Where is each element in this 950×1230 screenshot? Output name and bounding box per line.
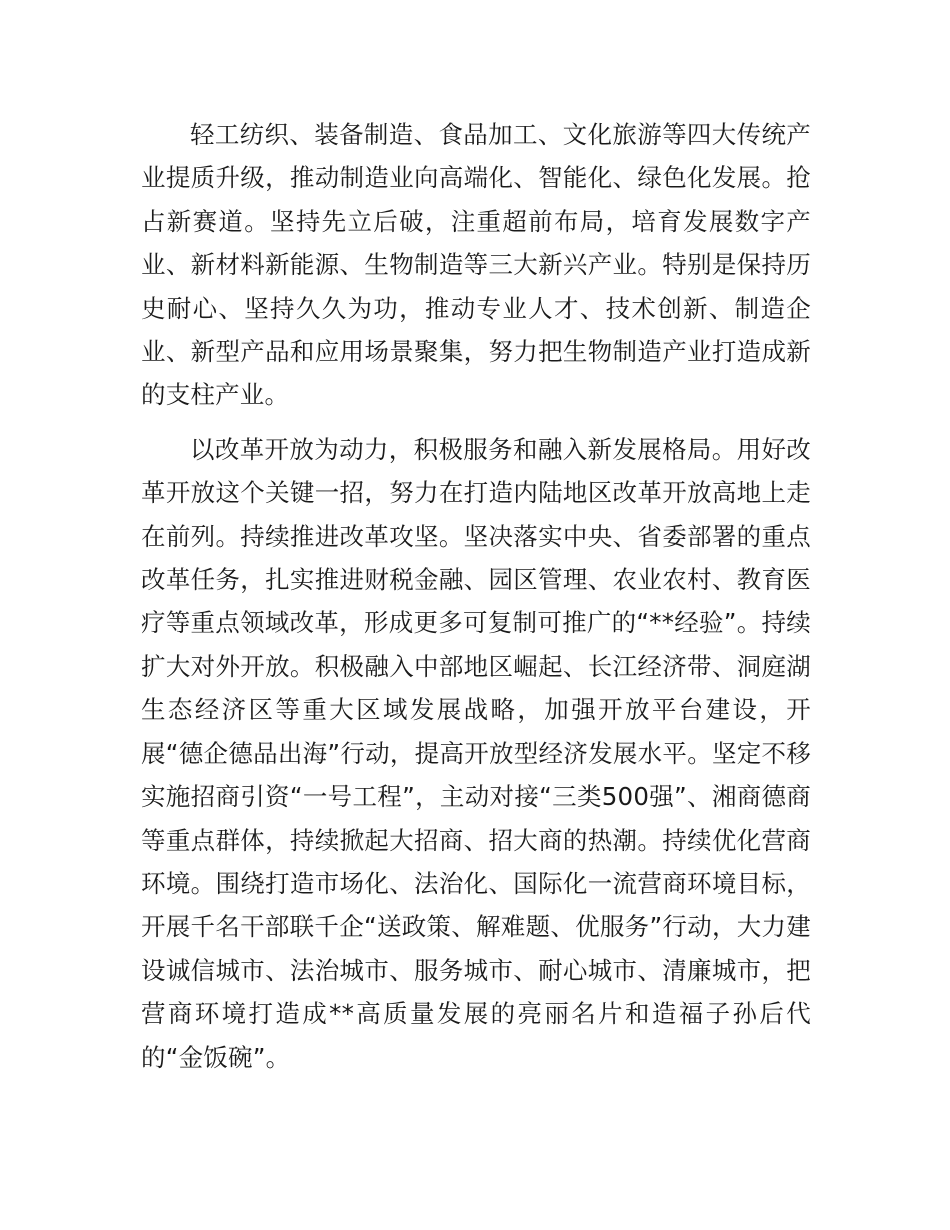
paragraph-industry-upgrade: 轻工纺织、装备制造、食品加工、文化旅游等四大传统产业提质升级，推动制造业向高端化、智能化、绿色化发展。抢占新赛道。坚持先立后破，注重超前布局，培育发展数字产业、新材料新能源、生物制造等三大新兴产业。特别是保持历史耐心、坚持久久为功，推动专业人才、技术创新、制造企业、新型产品和应用场景聚集，努力把生物制造产业打造成新的支柱产业。 xyxy=(141,120,811,410)
paragraph-reform-opening: 以改革开放为动力，积极服务和融入新发展格局。用好改革开放这个关键一招，努力在打造内陆地区改革开放高地上走在前列。持续推进改革攻坚。坚决落实中央、省委部署的重点改革任务，扎实推进财税金融、园区管理、农业农村、教育医疗等重点领域改革，形成更多可复制可推广的“**经验”。持续扩大对外开放。积极融入中部地区崛起、长江经济带、洞庭湖生态经济区等重大区域发展战略，加强开放平台建设，开展“德企德品出海”行动，提高开放型经济发展水平。坚定不移实施招商引资“一号工程”，主动对接“三类500强”、湘商德商等重点群体，持续掀起大招商、招大商的热潮。持续优化营商环境。围绕打造市场化、法治化、国际化一流营商环境目标，开展千名干部联千企“送政策、解难题、优服务”行动，大力建设诚信城市、法治城市、服务城市、耐心城市、清廉城市，把营商环境打造成**高质量发展的亮丽名片和造福子孙后代的“金饭碗”。 xyxy=(141,434,811,1072)
document-body xyxy=(141,113,811,1079)
